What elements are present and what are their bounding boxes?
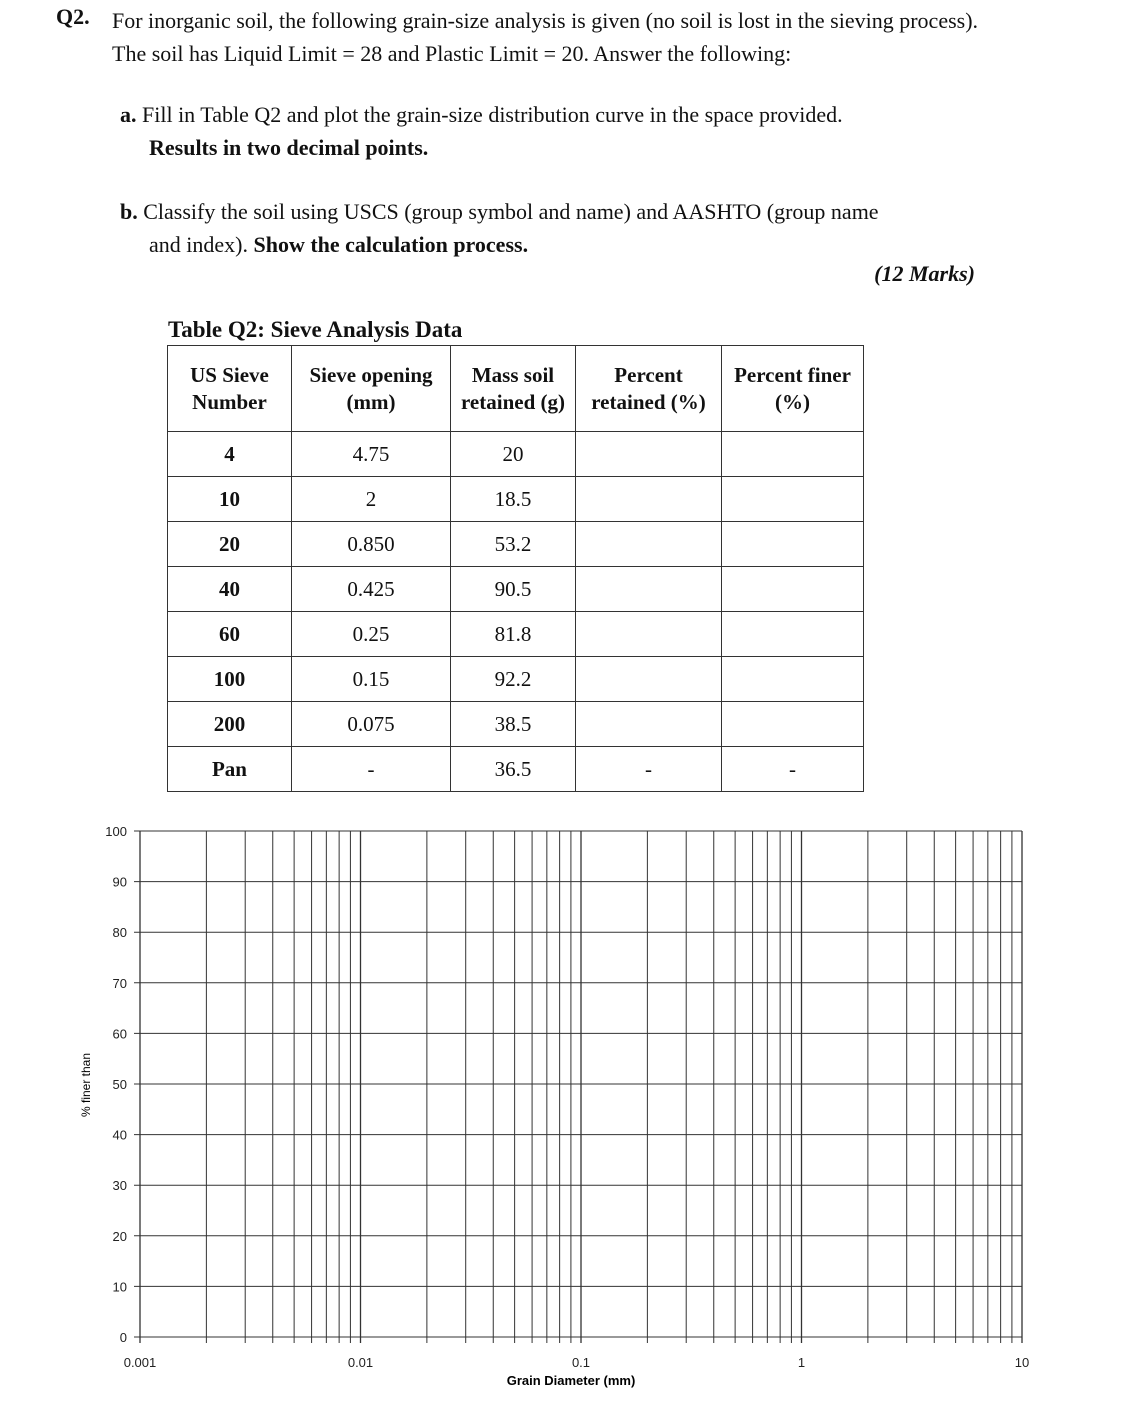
x-axis-label: Grain Diameter (mm) bbox=[506, 1373, 636, 1388]
part-b-line2 bbox=[120, 228, 980, 261]
cell-opening: - bbox=[292, 747, 451, 792]
part-a-line1: Fill in Table Q2 and plot the grain-size distribution curve in the space provided. bbox=[142, 102, 843, 127]
question-number: Q2. bbox=[56, 4, 90, 29]
table-row bbox=[168, 657, 864, 702]
y-tick-label: 80 bbox=[112, 925, 127, 941]
marks: (12 Marks) bbox=[874, 261, 975, 286]
cell-mass: 53.2 bbox=[451, 522, 576, 567]
table-row bbox=[168, 567, 864, 612]
y-tick-label: 20 bbox=[112, 1228, 127, 1244]
cell-opening: 4.75 bbox=[292, 432, 451, 477]
cell-sieve: 200 bbox=[168, 702, 292, 747]
y-axis-label: % finer than bbox=[79, 1052, 93, 1118]
cell-sieve: 4 bbox=[168, 432, 292, 477]
y-tick-label: 10 bbox=[112, 1279, 127, 1295]
cell-pct-retained[interactable] bbox=[576, 432, 722, 477]
x-tick-label: 10 bbox=[1014, 1355, 1030, 1370]
y-tick-label: 30 bbox=[112, 1178, 127, 1194]
y-tick-label: 0 bbox=[119, 1330, 127, 1345]
cell-pct-retained[interactable] bbox=[576, 477, 722, 522]
cell-pct-finer[interactable] bbox=[722, 612, 864, 657]
x-tick-label: 0.001 bbox=[123, 1355, 157, 1370]
cell-sieve: 60 bbox=[168, 612, 292, 657]
cell-mass: 90.5 bbox=[451, 567, 576, 612]
cell-pct-retained: - bbox=[576, 747, 722, 792]
cell-opening: 0.15 bbox=[292, 657, 451, 702]
table-header-row bbox=[168, 346, 864, 432]
cell-mass: 18.5 bbox=[451, 477, 576, 522]
y-tick-label: 100 bbox=[105, 824, 127, 839]
header-sieve-opening: Sieve opening (mm) bbox=[292, 346, 451, 432]
chart-axes bbox=[105, 824, 1029, 1370]
cell-pct-finer[interactable] bbox=[722, 522, 864, 567]
cell-pct-finer[interactable] bbox=[722, 432, 864, 477]
grain-size-chart[interactable] bbox=[0, 815, 1133, 1405]
cell-opening: 2 bbox=[292, 477, 451, 522]
table-row bbox=[168, 432, 864, 477]
question-text: For inorganic soil, the following grain-size analysis is given (no soil is lost in the sieving process). The soil has Liquid Limit = 28 and Plastic Limit = 20. Answer the following: bbox=[112, 8, 979, 66]
cell-pct-retained[interactable] bbox=[576, 612, 722, 657]
x-tick-label: 0.01 bbox=[347, 1355, 374, 1370]
cell-opening: 0.425 bbox=[292, 567, 451, 612]
header-percent-finer: Percent finer (%) bbox=[722, 346, 864, 432]
part-b-line2-plain: and index). bbox=[149, 232, 254, 257]
y-tick-label: 50 bbox=[112, 1077, 127, 1092]
cell-opening: 0.25 bbox=[292, 612, 451, 657]
cell-sieve: 40 bbox=[168, 567, 292, 612]
x-tick-label: 1 bbox=[797, 1355, 806, 1370]
table-row bbox=[168, 702, 864, 747]
cell-pct-finer[interactable] bbox=[722, 702, 864, 747]
cell-opening: 0.075 bbox=[292, 702, 451, 747]
table-row bbox=[168, 477, 864, 522]
cell-sieve: 100 bbox=[168, 657, 292, 702]
cell-mass: 92.2 bbox=[451, 657, 576, 702]
table-caption: Table Q2: Sieve Analysis Data bbox=[168, 317, 463, 342]
cell-mass: 20 bbox=[451, 432, 576, 477]
part-b-line1: Classify the soil using USCS (group symbol and name) and AASHTO (group name bbox=[143, 199, 879, 224]
cell-pct-finer: - bbox=[722, 747, 864, 792]
y-tick-label: 70 bbox=[112, 975, 127, 991]
y-tick-label: 90 bbox=[112, 874, 127, 890]
part-a-label: a. bbox=[120, 102, 137, 127]
cell-mass: 81.8 bbox=[451, 612, 576, 657]
header-percent-retained: Percent retained (%) bbox=[576, 346, 722, 432]
chart-grid bbox=[134, 831, 1022, 1343]
part-b-line2-bold: Show the calculation process. bbox=[253, 232, 529, 257]
part-a-line2: Results in two decimal points. bbox=[149, 135, 429, 160]
header-mass-retained: Mass soil retained (g) bbox=[451, 346, 576, 432]
y-tick-label: 60 bbox=[112, 1026, 127, 1042]
cell-pct-finer[interactable] bbox=[722, 477, 864, 522]
cell-pct-retained[interactable] bbox=[576, 702, 722, 747]
cell-pct-finer[interactable] bbox=[722, 657, 864, 702]
table-row bbox=[168, 522, 864, 567]
table-row bbox=[168, 612, 864, 657]
cell-pct-retained[interactable] bbox=[576, 657, 722, 702]
cell-mass: 36.5 bbox=[451, 747, 576, 792]
cell-sieve: 10 bbox=[168, 477, 292, 522]
table-row bbox=[168, 747, 864, 792]
cell-pct-finer[interactable] bbox=[722, 567, 864, 612]
part-b-label: b. bbox=[120, 199, 138, 224]
part-a bbox=[120, 98, 980, 164]
cell-pct-retained[interactable] bbox=[576, 567, 722, 612]
sieve-table bbox=[167, 345, 864, 792]
part-b bbox=[120, 195, 980, 261]
y-tick-label: 40 bbox=[112, 1127, 127, 1143]
cell-pct-retained[interactable] bbox=[576, 522, 722, 567]
cell-sieve: 20 bbox=[168, 522, 292, 567]
cell-mass: 38.5 bbox=[451, 702, 576, 747]
cell-opening: 0.850 bbox=[292, 522, 451, 567]
cell-sieve: Pan bbox=[168, 747, 292, 792]
x-tick-label: 0.1 bbox=[571, 1355, 591, 1370]
header-us-sieve: US Sieve Number bbox=[168, 346, 292, 432]
